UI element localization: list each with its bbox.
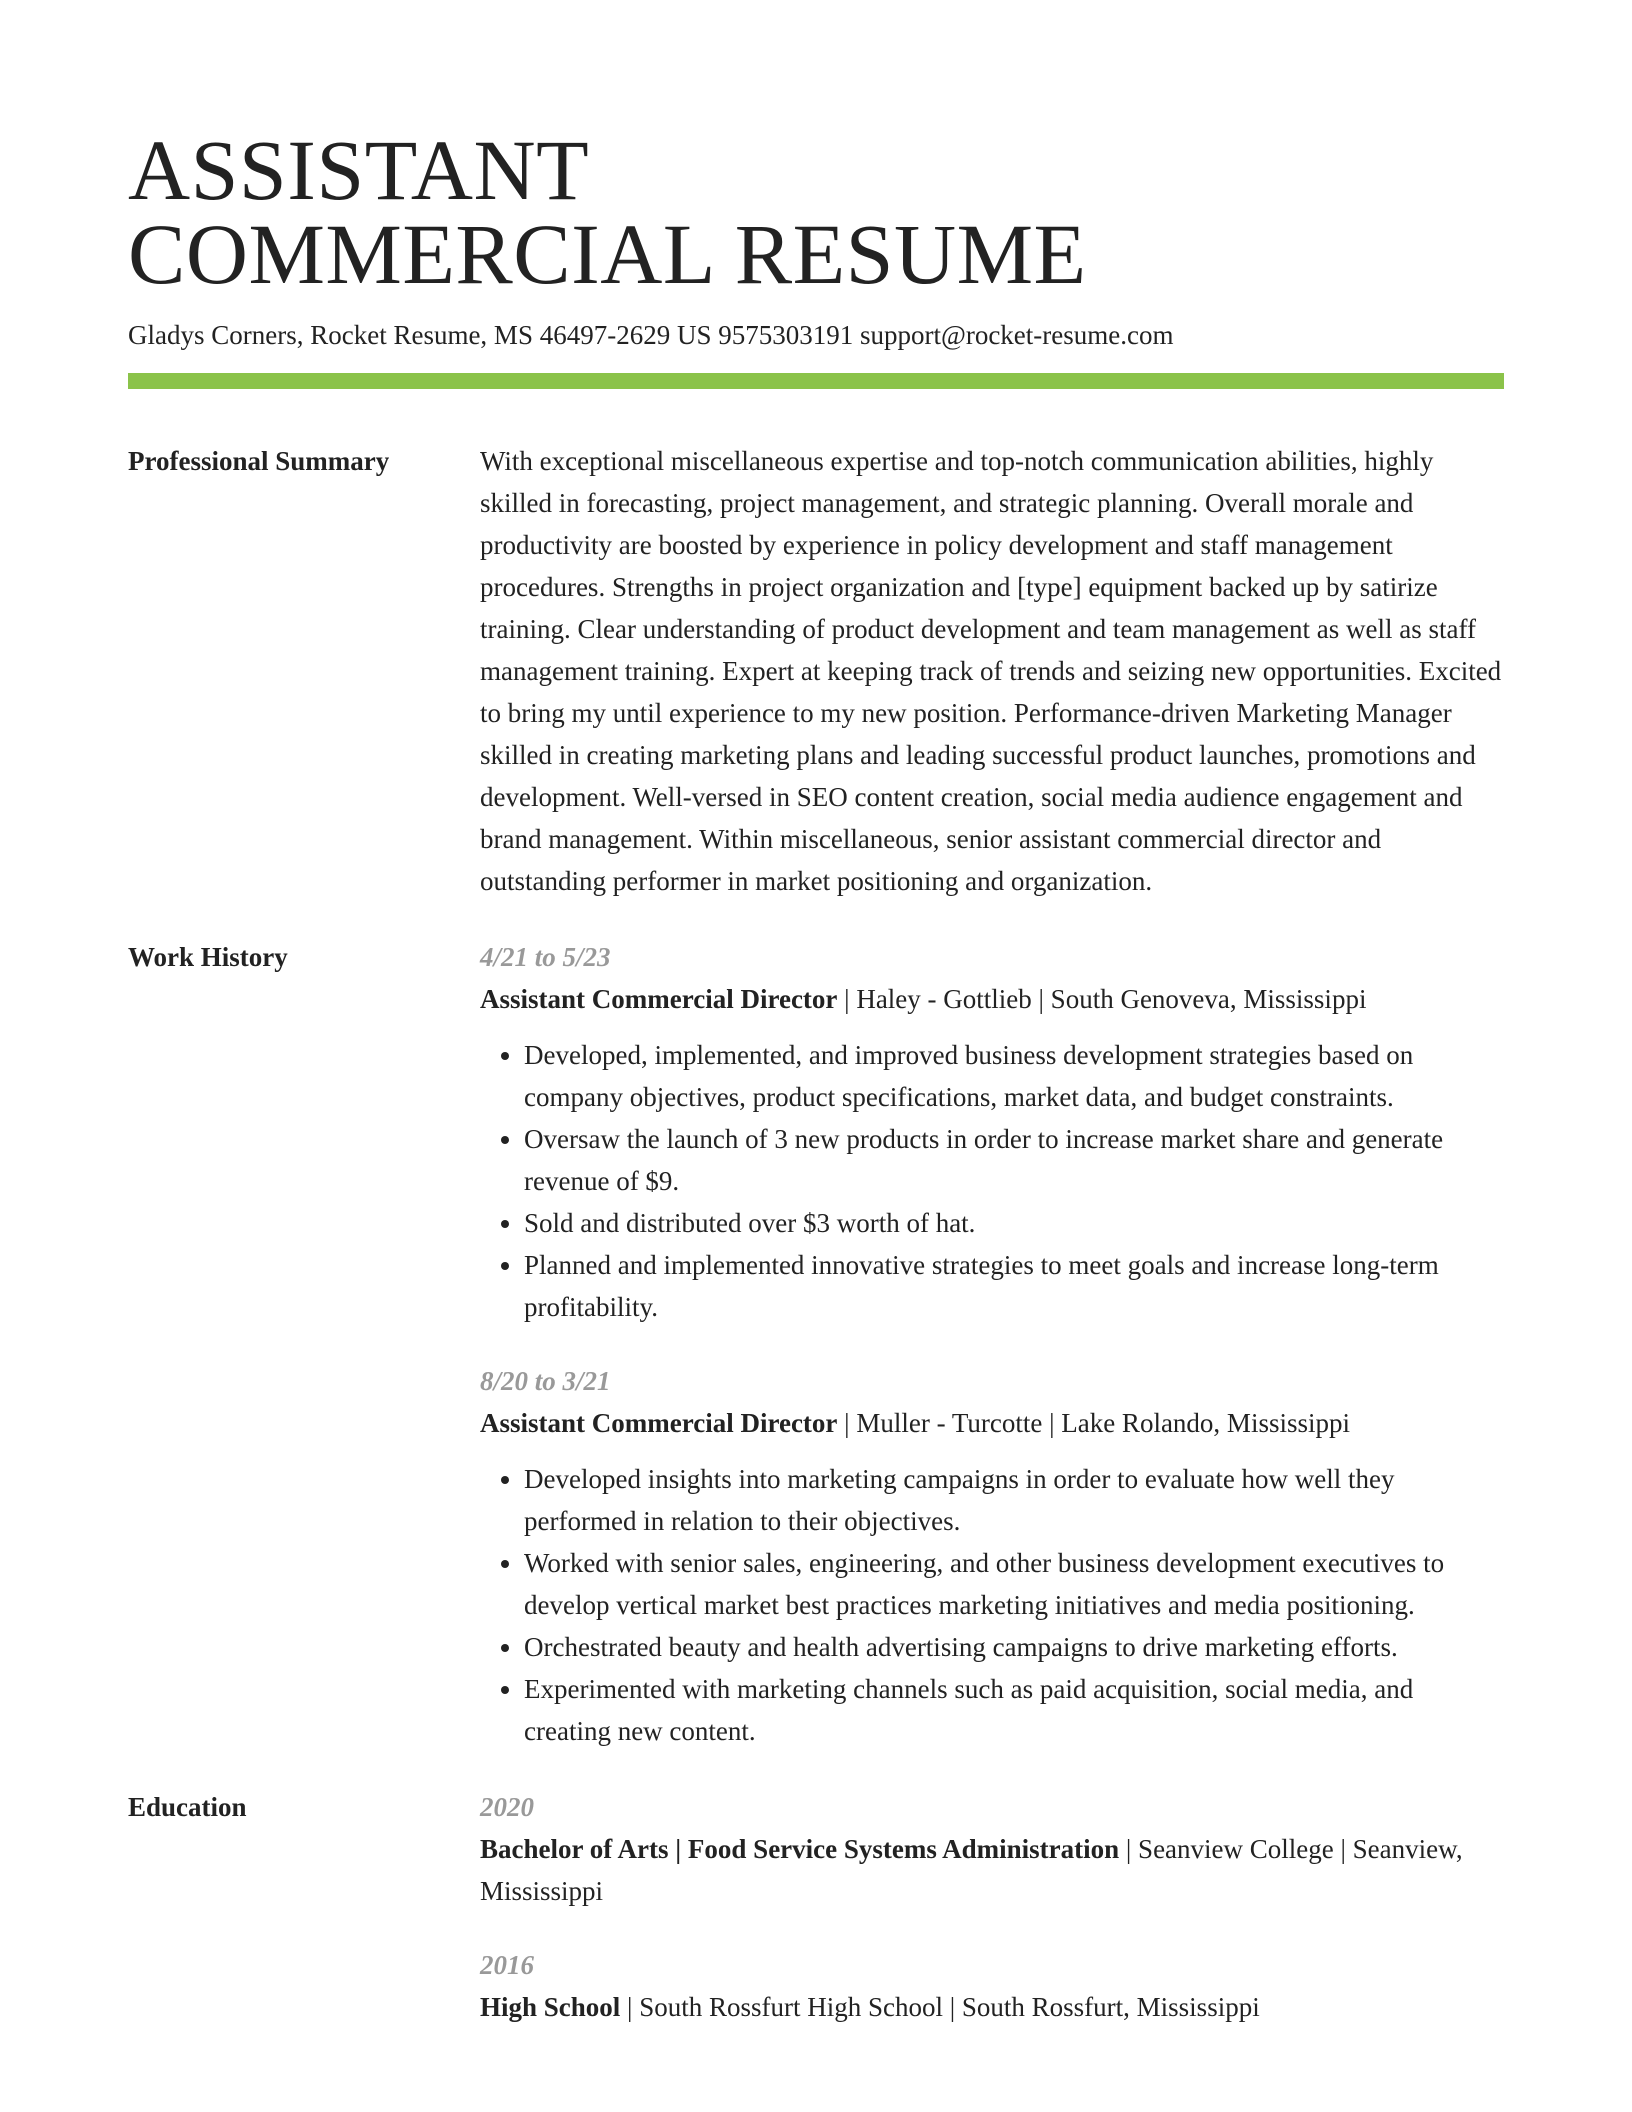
work-history-section [128,936,1504,1752]
job-entry [480,936,1504,1328]
resume-page [128,0,1504,2028]
education-section [128,1786,1504,2028]
summary-text: With exceptional miscellaneous expertise and top-notch communication abilities, highly skilled in forecasting, project management, and strategic planning. Overall morale and productivity are boosted by experience in policy development and staff management procedures. Strengths in project organization and [type] equipment backed up by satirize training. Clear understanding of product development and team management as well as staff management training. Expert at keeping track of trends and seizing new opportunities. Excited to bring my until experience to my new position. Performance-driven Marketing Manager skilled in creating marketing plans and leading successful product launches, promotions and development. Well-versed in SEO content creation, social media audience engagement and brand management. Within miscellaneous, senior assistant commercial director and outstanding performer in market positioning and organization. [480,446,1502,896]
job-dates: 4/21 to 5/23 [480,942,611,972]
summary-section [128,440,1504,902]
education-school-location: | Seanview College | Seanview, Mississippi [480,1834,1463,1906]
job-bullet: • Planned and implemented innovative strategies to meet goals and increase long-term profitability. [524,1244,1504,1328]
accent-divider [128,373,1504,389]
job-heading [480,978,1504,1020]
job-bullet: • Developed insights into marketing campaigns in order to evaluate how well they performed in relation to their objectives. [524,1458,1504,1542]
job-heading [480,1402,1504,1444]
education-degree: Bachelor of Arts | Food Service Systems Administration [480,1834,1120,1864]
job-bullet: • Orchestrated beauty and health advertising campaigns to drive marketing efforts. [524,1626,1504,1668]
job-bullets [480,1034,1504,1328]
summary-body [480,440,1504,902]
job-bullet: • Experimented with marketing channels such as paid acquisition, social media, and creating new content. [524,1668,1504,1752]
education-entry [480,1786,1504,1912]
education-heading-line [480,1828,1504,1912]
work-history-heading: Work History [128,942,288,972]
resume-title-line-1: ASSISTANT [128,122,590,218]
job-entry [480,1360,1504,1752]
job-title: Assistant Commercial Director [480,1408,838,1438]
work-history-body [480,936,1504,1752]
summary-heading: Professional Summary [128,446,390,476]
education-body [480,1786,1504,2028]
education-year: 2020 [480,1792,534,1822]
job-bullet: • Sold and distributed over $3 worth of hat. [524,1202,1504,1244]
resume-title [128,0,1504,302]
education-degree: High School [480,1992,621,2022]
job-employer-location: | Haley - Gottlieb | South Genoveva, Mississippi [837,984,1367,1014]
education-year: 2016 [480,1950,534,1980]
education-heading-line [480,1986,1504,2028]
education-entry [480,1944,1504,2028]
job-dates: 8/20 to 3/21 [480,1366,611,1396]
job-bullets [480,1458,1504,1752]
resume-title-line-2: COMMERCIAL RESUME [128,206,1087,302]
job-bullet: • Developed, implemented, and improved business development strategies based on company objectives, product specifications, market data, and budget constraints. [524,1034,1504,1118]
job-bullet: • Oversaw the launch of 3 new products in order to increase market share and generate revenue of $9. [524,1118,1504,1202]
job-bullet: • Worked with senior sales, engineering, and other business development executives to develop vertical market best practices marketing initiatives and media positioning. [524,1542,1504,1626]
job-title: Assistant Commercial Director [480,984,838,1014]
contact-info: Gladys Corners, Rocket Resume, MS 46497-2629 US 9575303191 support@rocket-resume.com [128,320,1174,350]
education-heading: Education [128,1792,247,1822]
job-employer-location: | Muller - Turcotte | Lake Rolando, Mississippi [837,1408,1350,1438]
education-school-location: | South Rossfurt High School | South Rossfurt, Mississippi [620,1992,1260,2022]
